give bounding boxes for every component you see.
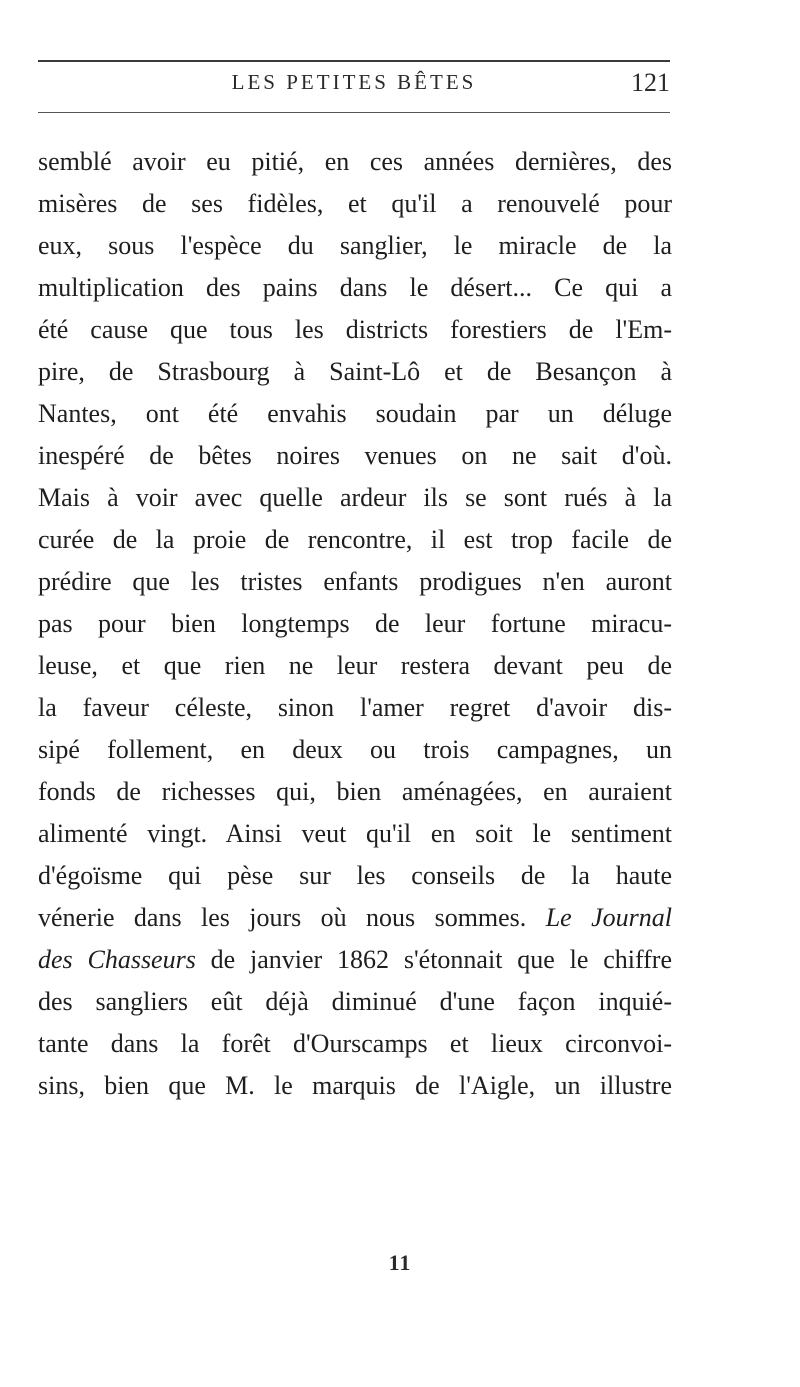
- text-line: alimenté vingt. Ainsi veut qu'il en soit le sentiment: [38, 819, 672, 848]
- text-line: curée de la proie de rencontre, il est trop facile de: [38, 525, 672, 554]
- text-line: sipé follement, en deux ou trois campagnes, un: [38, 735, 672, 764]
- journal-title-italic-cont: des Chasseurs: [38, 945, 196, 974]
- text-fragment: vénerie dans les jours où nous sommes.: [38, 903, 527, 932]
- text-line-with-title: [38, 939, 672, 981]
- text-line: des sangliers eût déjà diminué d'une façon inquié-: [38, 987, 672, 1016]
- running-title: LES PETITES BÊTES: [231, 70, 477, 94]
- journal-title-italic: Le Journal: [545, 903, 673, 932]
- text-line: d'égoïsme qui pèse sur les conseils de la haute: [38, 861, 672, 890]
- top-border-rule: [38, 60, 670, 62]
- text-line: multiplication des pains dans le désert... Ce qui a: [38, 273, 672, 302]
- body-text: [38, 141, 672, 1107]
- page-number: 121: [631, 68, 670, 97]
- text-line: Nantes, ont été envahis soudain par un déluge: [38, 399, 672, 428]
- text-line: fonds de richesses qui, bien aménagées, en auraient: [38, 777, 672, 806]
- text-line: eux, sous l'espèce du sanglier, le miracle de la: [38, 231, 672, 260]
- header-rule: [38, 112, 670, 113]
- text-line: inespéré de bêtes noires venues on ne sait d'où.: [38, 441, 672, 470]
- text-line: leuse, et que rien ne leur restera devant peu de: [38, 651, 672, 680]
- text-fragment: de janvier 1862 s'étonnait que le chiffre: [210, 945, 672, 974]
- running-head: [38, 66, 670, 110]
- text-line: pire, de Strasbourg à Saint-Lô et de Besançon à: [38, 357, 672, 386]
- text-line: semblé avoir eu pitié, en ces années dernières, des: [38, 147, 672, 176]
- text-line: sins, bien que M. le marquis de l'Aigle, un illustre: [38, 1071, 672, 1100]
- text-line: Mais à voir avec quelle ardeur ils se sont rués à la: [38, 483, 672, 512]
- text-line: pas pour bien longtemps de leur fortune miracu-: [38, 609, 672, 638]
- text-line: prédire que les tristes enfants prodigues n'en auront: [38, 567, 672, 596]
- text-line: été cause que tous les districts forestiers de l'Em-: [38, 315, 672, 344]
- printer-signature-mark: 11: [388, 1250, 412, 1275]
- text-line: tante dans la forêt d'Ourscamps et lieux circonvoi-: [38, 1029, 672, 1058]
- text-line: la faveur céleste, sinon l'amer regret d'avoir dis-: [38, 693, 672, 722]
- text-line-with-title: [38, 897, 672, 939]
- text-line: misères de ses fidèles, et qu'il a renouvelé pour: [38, 189, 672, 218]
